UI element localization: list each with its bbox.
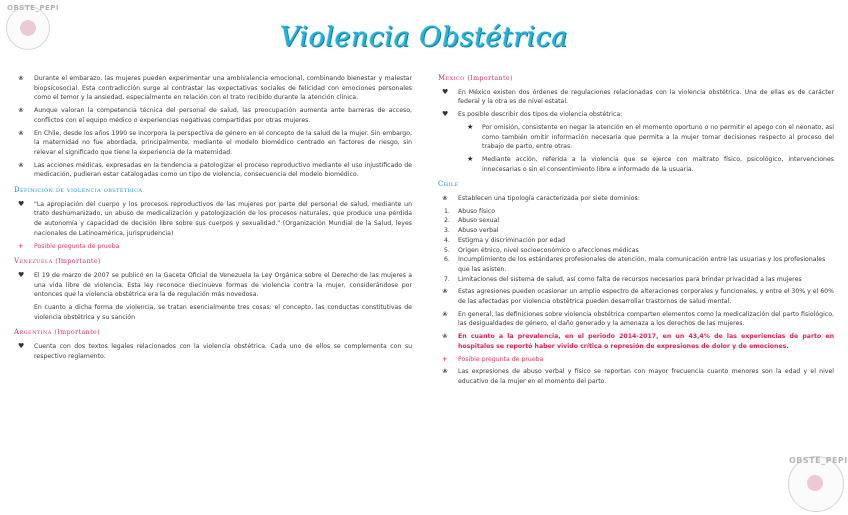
list-item: En cuanto a dicha forma de violencia, se tratan esencialmente tres cosas: el concepto, las conductas constitutivas de violencia obstétrica y su sanción — [34, 304, 412, 321]
flower-bullet-icon: ❀ — [18, 106, 24, 115]
star-bullet-icon: ★ — [467, 122, 474, 131]
list-item: ❀ Aunque valoran la competencia técnica del personal de salud, las preocupación aumenta ante barreras de acceso, conflictos con el equipo médico o experiencias negativas compartidas por otras mujeres. — [18, 106, 412, 124]
list-item: ♥ El 19 de marzo de 2007 se publicó en la Gaceta Oficial de Venezuela la Ley Orgánica sobre el Derecho de las mujeres a una vida libre de violencia. Esta ley reconoce diecinueve formas de violencia contra la mujer, considerándose por entonces que la violencia obstétrica era la de regulación más novedosa. — [18, 270, 412, 299]
domain-item: 2. Abuso sexual — [444, 217, 500, 225]
heart-bullet-icon: ♥ — [442, 87, 449, 96]
domain-item: 5. Origen étnico, nivel socioeconómico o afecciones médicas — [444, 246, 639, 254]
exam-note: + Posible pregunta de prueba — [18, 241, 120, 250]
definition-quote: ♥ "La apropiación del cuerpo y los procesos reproductivos de las mujeres por parte del personal de salud, mediante un trato deshumanizado, un abuso de medicalización y patologización de los procesos naturales, que produce una pérdida de autonomía y capacidad de decisión libre sobre sus cuerpos y sexualidad." (Organización Mundial de la Salud, leyes nacionales de Latinoamérica, jurisprudencia) — [18, 199, 412, 237]
domain-item: 1. Abuso físico — [444, 207, 496, 215]
list-item: ❀ En Chile, desde los años 1990 se incorpora la perspectiva de género en el concepto de la salud de la mujer. Sin embargo, la maternidad no fue abordada, principalmente, mediante el modelo biomédico centrado en factores de riesgo, sin relevar el significado que tiene la experiencia de la maternidad. — [18, 128, 412, 156]
list-item: ❀ En general, las definiciones sobre violencia obstétrica comparten elementos como la medicalización del parto fisiológico, las desigualdades de género, el daño generado y la amenaza a los derechos de las mujeres. — [442, 309, 834, 328]
watermark-logo — [788, 456, 848, 512]
star-bullet-icon: ★ — [467, 154, 474, 163]
list-item: ❀ Durante el embarazo, las mujeres pueden experimentar una ambivalencia emocional, combinando bienestar y malestar biopsicosocial. Esta contradicción surge al contrastar las expectativas sociales de felicidad con emociones personales como el temor y la ansiedad, especialmente en relación con el trato recibido durante la atención clínica. — [18, 74, 412, 102]
plus-bullet-icon: + — [442, 354, 448, 363]
list-item: ❀ Las expresiones de abuso verbal y físico se reportan con mayor frecuencia cuanto menores son la edad y el nivel educativo de la mujer en el momento del parto. — [442, 367, 834, 385]
domain-item: 7. Limitaciones del sistema de salud, así como falta de recursos necesarios para brindar privacidad a las mujeres — [444, 275, 802, 283]
page-title: Violencia Obstétrica — [279, 22, 569, 53]
chile-heading: Chile — [438, 180, 459, 189]
flower-bullet-icon: ❀ — [442, 332, 448, 341]
logo-text: OBSTE_PEPI — [7, 4, 60, 12]
list-item: ♥ En México existen dos órdenes de regulaciones relacionadas con la violencia obstétrica. Una de ellas es de carácter federal y la otra es de nivel estatal. — [442, 87, 834, 106]
domains-list — [438, 207, 834, 285]
flower-bullet-icon: ❀ — [442, 194, 448, 203]
domain-item: 3. Abuso verbal — [444, 227, 499, 235]
domain-item: 4. Estigma y discriminación por edad — [444, 236, 566, 244]
list-item: ★ Mediante acción, referida a la violencia que se ejerce con maltrato físico, psicológico, intervenciones innecesarias o sin el consentimiento libre e informado de la usuaria. — [467, 154, 834, 173]
logo-text: OBSTE_PEPI — [789, 456, 848, 465]
flower-bullet-icon: ❀ — [18, 160, 24, 169]
flower-bullet-icon: ❀ — [18, 128, 24, 137]
heart-bullet-icon: ♥ — [18, 342, 25, 351]
heart-bullet-icon: ♥ — [18, 270, 25, 279]
highlight-item: ❀ En cuanto a la prevalencia, en el periodo 2014-2017, en un 43,4% de las experiencias de parto en hospitales se reportó haber vivido crítica o represión de expresiones de dolor y de emociones. — [442, 332, 834, 350]
mexico-heading: México (Importante) — [438, 74, 513, 82]
plus-bullet-icon: + — [18, 241, 24, 250]
list-item: ★ Por omisión, consistente en negar la atención en el momento oportuno o no permitir el apego con el neonato, así como también omitir información necesaria que permita a la mujer tomar decisiones respecto al proceso del trabajo de parto, entre otras. — [467, 122, 834, 151]
venezuela-heading: Venezuela (Importante) — [14, 257, 101, 266]
right-column — [438, 74, 834, 390]
list-item: ❀ Las acciones médicas, expresadas en la tendencia a patologizar el proceso reproductivo mediante el uso injustificado de medicación, pudieran estar catalogadas como un tipo de violencia, consecuencia del modelo biomédico. — [18, 160, 412, 179]
list-item: ♥ Cuenta con dos textos legales relacionados con la violencia obstétrica. Cada uno de ellos se complementa con su respectivo reglamento. — [18, 342, 412, 360]
flower-bullet-icon: ❀ — [442, 287, 448, 296]
flower-bullet-icon: ❀ — [18, 74, 24, 82]
logo-emblem-icon — [807, 475, 823, 491]
domain-item: 6. Incumplimiento de los estándares profesionales de atención, mala comunicación entre las usuarias y los profesionales que las asisten. — [444, 256, 826, 273]
argentina-heading: Argentina (Importante) — [14, 328, 100, 337]
left-column — [14, 74, 412, 365]
list-item: ❀ Estas agresiones pueden ocasionar un amplio espectro de alteraciones corporales y funcionales, y entre el 30% y el 60% de las afectadas por violencia obstétrica pueden desarrollar trastornos de salud mental. — [442, 287, 834, 306]
heart-bullet-icon: ♥ — [18, 199, 25, 208]
flower-bullet-icon: ❀ — [442, 367, 448, 376]
exam-note: + Posible pregunta de prueba — [442, 354, 544, 363]
heart-bullet-icon: ♥ — [442, 110, 449, 119]
list-item: ♥ Es posible describir dos tipos de violencia obstétrica: — [442, 110, 623, 119]
list-item: ❀ Establecen una tipología caracterizada por siete dominios: — [442, 194, 640, 203]
flower-bullet-icon: ❀ — [442, 309, 448, 318]
definition-heading: Definición de violencia obstétrica — [14, 186, 143, 195]
